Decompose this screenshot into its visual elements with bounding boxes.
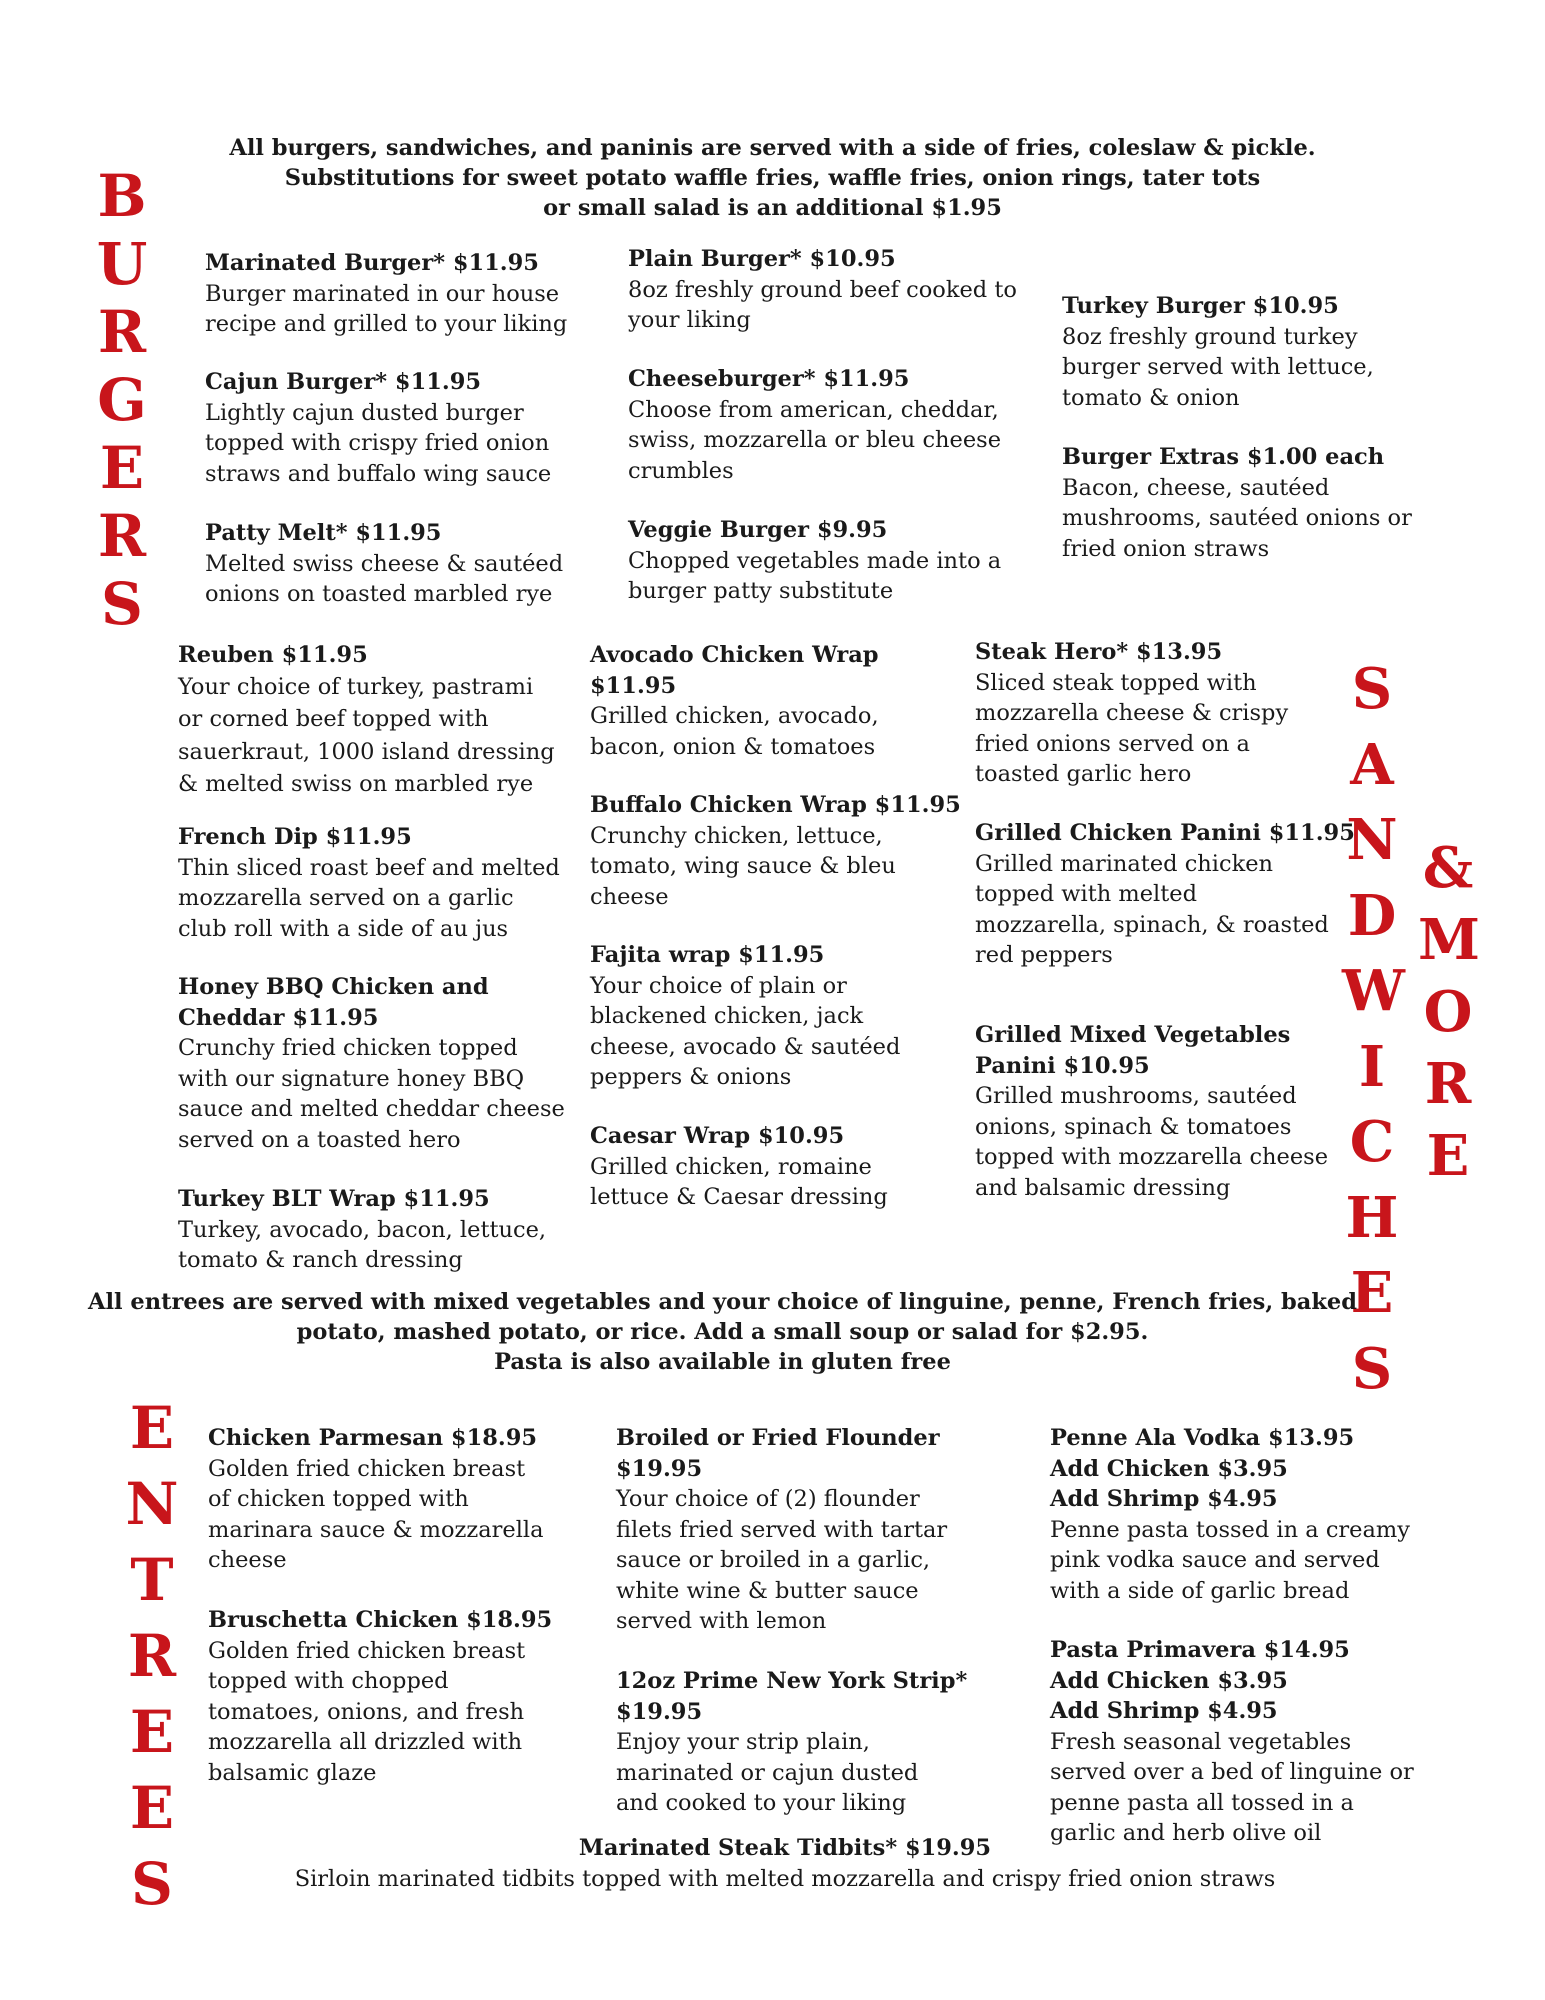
item-desc: & melted swiss on marbled rye (178, 771, 534, 797)
heading-letter: S (101, 570, 143, 638)
item-name: Plain Burger* $10.95 (628, 246, 896, 272)
item-name: Avocado Chicken Wrap (590, 642, 879, 668)
item-name: Broiled or Fried Flounder (616, 1425, 940, 1451)
item-desc: Bacon, cheese, sautéed (1062, 474, 1330, 501)
item-desc: marinara sauce & mozzarella (208, 1516, 544, 1543)
item-desc: cheese (590, 883, 669, 910)
item-name: Bruschetta Chicken $18.95 (208, 1607, 553, 1633)
item-desc: fried onions served on a (975, 730, 1250, 757)
item-name: Reuben $11.95 (178, 642, 368, 668)
item-name: Buffalo Chicken Wrap $11.95 (590, 792, 961, 818)
item-name: 12oz Prime New York Strip* (616, 1668, 968, 1694)
menu-item (205, 248, 567, 340)
item-desc: bacon, onion & tomatoes (590, 733, 876, 760)
item-desc: Melted swiss cheese & sautéed (205, 550, 564, 577)
item-desc: Turkey, avocado, bacon, lettuce, (178, 1216, 547, 1243)
item-desc: recipe and grilled to your liking (205, 311, 568, 337)
item-desc: mozzarella, spinach, & roasted (975, 911, 1329, 938)
note-line: or small salad is an additional $1.95 (543, 195, 1002, 221)
menu-item (975, 637, 1288, 790)
heading-letter: O (1423, 979, 1473, 1045)
item-desc: with a side of garlic bread (1050, 1577, 1350, 1604)
item-desc: straws and buffalo wing sauce (205, 460, 552, 487)
heading-letter: R (127, 1622, 177, 1690)
item-name: Cajun Burger* $11.95 (205, 369, 482, 395)
menu-item (628, 364, 1001, 486)
item-desc: club roll with a side of au jus (178, 915, 509, 942)
heading-letter: E (99, 434, 145, 502)
heading-letter: B (97, 162, 147, 230)
item-desc: pink vodka sauce and served (1050, 1547, 1380, 1573)
item-desc: or corned beef topped with (178, 706, 489, 732)
item-desc: topped with mozzarella cheese (975, 1144, 1329, 1170)
item-desc: penne pasta all tossed in a (1050, 1789, 1354, 1816)
burgers-note (0, 133, 1545, 223)
heading-letter: N (125, 1470, 179, 1538)
item-desc: topped with chopped (208, 1668, 449, 1694)
more-heading (1418, 832, 1478, 1192)
item-desc: Your choice of (2) flounder (616, 1486, 920, 1512)
item-desc: Thin sliced roast beef and melted (178, 854, 560, 881)
item-desc: Grilled marinated chicken (975, 850, 1274, 877)
item-name: Add Chicken $3.95 (1050, 1667, 1288, 1694)
item-desc: burger served with lettuce, (1062, 354, 1374, 380)
item-name: Pasta Primavera $14.95 (1050, 1637, 1350, 1663)
item-name: Penne Ala Vodka $13.95 (1050, 1425, 1355, 1451)
item-name: Caesar Wrap $10.95 (590, 1123, 845, 1149)
menu-item (628, 244, 1017, 336)
item-desc: your liking (628, 307, 751, 333)
item-name: $19.95 (616, 1455, 703, 1482)
heading-letter: U (96, 230, 148, 298)
heading-letter: E (1350, 1260, 1394, 1326)
item-desc: swiss, mozzarella or bleu cheese (628, 427, 1002, 453)
menu-item (178, 640, 555, 801)
menu-item (178, 822, 560, 944)
item-desc: Grilled mushrooms, sautéed (975, 1083, 1297, 1109)
item-desc: sauce or broiled in a garlic, (616, 1547, 931, 1573)
item-name: Marinated Steak Tidbits* $19.95 (578, 1835, 992, 1861)
item-name: Add Shrimp $4.95 (1050, 1698, 1278, 1724)
heading-letter: E (1426, 1123, 1470, 1189)
item-name: Cheddar $11.95 (178, 1004, 379, 1031)
menu-item (616, 1666, 967, 1819)
heading-letter: S (131, 1850, 173, 1918)
menu-item (178, 972, 565, 1155)
heading-letter: G (97, 366, 147, 434)
heading-letter: C (1349, 1109, 1395, 1175)
item-name: Honey BBQ Chicken and (178, 974, 489, 1000)
item-desc: sauce and melted cheddar cheese (178, 1096, 565, 1122)
heading-letter: N (1346, 807, 1398, 873)
heading-letter: E (129, 1698, 175, 1766)
item-name: Grilled Chicken Panini $11.95 (975, 820, 1355, 846)
menu-item (1050, 1635, 1414, 1849)
item-name: Steak Hero* $13.95 (975, 639, 1223, 665)
menu-item (0, 1833, 1545, 1894)
item-desc: filets fried served with tartar (616, 1516, 948, 1543)
menu-item (1062, 442, 1412, 564)
item-desc: Crunchy fried chicken topped (178, 1035, 518, 1061)
item-desc: Penne pasta tossed in a creamy (1050, 1516, 1410, 1543)
item-desc: toasted garlic hero (975, 761, 1192, 787)
item-desc: Grilled chicken, avocado, (590, 703, 879, 729)
menu-item (590, 940, 900, 1093)
heading-letter: & (1422, 835, 1474, 901)
item-name: French Dip $11.95 (178, 824, 412, 850)
item-desc: Your choice of plain or (590, 972, 847, 999)
item-desc: served with lemon (616, 1608, 827, 1634)
item-desc: white wine & butter sauce (616, 1577, 919, 1604)
note-line: All entrees are served with mixed vegetables and your choice of linguine, penne, French fries, baked (88, 1289, 1357, 1315)
menu-item (1050, 1423, 1410, 1606)
heading-letter: T (130, 1546, 174, 1614)
heading-letter: R (97, 502, 147, 570)
heading-letter: A (1350, 731, 1394, 798)
menu-item (208, 1423, 544, 1576)
item-desc: Crunchy chicken, lettuce, (590, 822, 883, 849)
heading-letter: D (1347, 882, 1397, 949)
item-desc: served on a toasted hero (178, 1126, 461, 1153)
heading-letter: R (1424, 1051, 1472, 1117)
item-desc: with our signature honey BBQ (178, 1065, 525, 1092)
item-name: Fajita wrap $11.95 (590, 942, 825, 968)
item-desc: onions, spinach & tomatoes (975, 1113, 1292, 1140)
menu-item (590, 640, 879, 762)
item-desc: Your choice of turkey, pastrami (178, 673, 534, 700)
item-desc: tomato & onion (1062, 384, 1240, 411)
heading-letter: M (1418, 907, 1480, 973)
item-desc: of chicken topped with (208, 1486, 469, 1512)
item-name: Grilled Mixed Vegetables (975, 1022, 1291, 1048)
menu-item (205, 367, 551, 489)
item-desc: tomato, wing sauce & bleu (590, 853, 896, 879)
menu-item (616, 1423, 947, 1637)
item-desc: cheese (208, 1547, 287, 1573)
item-desc: Enjoy your strip plain, (616, 1729, 870, 1755)
item-desc: 8oz freshly ground beef cooked to (628, 276, 1017, 303)
heading-letter: I (1358, 1033, 1386, 1100)
heading-letter: R (97, 298, 147, 366)
item-desc: topped with crispy fried onion (205, 430, 550, 456)
heading-letter: S (1351, 1335, 1393, 1402)
item-desc: crumbles (628, 457, 734, 484)
menu-item (178, 1184, 546, 1276)
menu-item (975, 1020, 1328, 1203)
menu-item (975, 818, 1355, 971)
note-line: potato, mashed potato, or rice. Add a small soup or salad for $2.95. (296, 1319, 1149, 1345)
item-desc: mushrooms, sautéed onions or (1062, 505, 1412, 531)
item-desc: served over a bed of linguine or (1050, 1759, 1414, 1785)
item-desc: 8oz freshly ground turkey (1062, 323, 1358, 350)
menu-item (590, 1121, 888, 1213)
item-name: Turkey Burger $10.95 (1062, 293, 1339, 319)
item-desc: mozzarella cheese & crispy (975, 700, 1289, 726)
item-desc: Sirloin marinated tidbits topped with melted mozzarella and crispy fried onion straws (294, 1865, 1276, 1892)
item-desc: peppers & onions (590, 1064, 792, 1090)
item-desc: fried onion straws (1062, 535, 1270, 562)
item-desc: Sliced steak topped with (975, 669, 1257, 696)
item-desc: mozzarella all drizzled with (208, 1729, 523, 1755)
item-desc: sauerkraut, 1000 island dressing (178, 738, 555, 765)
item-name: Burger Extras $1.00 each (1062, 444, 1385, 470)
item-desc: Golden fried chicken breast (208, 1455, 526, 1482)
item-desc: Golden fried chicken breast (208, 1637, 526, 1664)
item-desc: lettuce & Caesar dressing (590, 1184, 888, 1210)
note-line: All burgers, sandwiches, and paninis are served with a side of fries, coleslaw & pickle. (229, 135, 1316, 161)
item-desc: Grilled chicken, romaine (590, 1153, 872, 1180)
item-name: Turkey BLT Wrap $11.95 (178, 1186, 490, 1212)
item-desc: mozzarella served on a garlic (178, 885, 514, 911)
menu-item (590, 790, 961, 912)
item-name: Cheeseburger* $11.95 (628, 366, 910, 392)
heading-letter: E (129, 1774, 175, 1842)
item-name: Marinated Burger* $11.95 (205, 250, 539, 276)
item-desc: red peppers (975, 942, 1113, 968)
burgers-heading (90, 162, 154, 638)
item-name: Veggie Burger $9.95 (628, 517, 888, 543)
item-name: Chicken Parmesan $18.95 (208, 1425, 538, 1451)
item-desc: Choose from american, cheddar, (628, 396, 999, 423)
item-desc: onions on toasted marbled rye (205, 581, 553, 607)
note-line: Pasta is also available in gluten free (494, 1349, 951, 1375)
heading-letter: E (129, 1394, 175, 1462)
item-desc: blackened chicken, jack (590, 1003, 864, 1029)
heading-letter: H (1345, 1184, 1399, 1251)
menu-item (205, 518, 563, 610)
item-desc: cheese, avocado & sautéed (590, 1033, 901, 1060)
item-desc: tomatoes, onions, and fresh (208, 1698, 525, 1725)
item-desc: garlic and herb olive oil (1050, 1820, 1322, 1846)
item-desc: and cooked to your liking (616, 1790, 907, 1816)
menu-item (628, 515, 1001, 607)
item-desc: tomato & ranch dressing (178, 1247, 463, 1273)
menu-item (1062, 291, 1374, 413)
note-line: Substitutions for sweet potato waffle fries, waffle fries, onion rings, tater tots (284, 165, 1261, 191)
heading-letter: S (1351, 656, 1393, 722)
menu-item (208, 1605, 552, 1788)
item-name: Patty Melt* $11.95 (205, 520, 442, 546)
item-desc: topped with melted (975, 881, 1198, 907)
item-name: $11.95 (590, 672, 677, 699)
item-desc: balsamic glaze (208, 1759, 377, 1786)
item-name: Add Shrimp $4.95 (1050, 1486, 1278, 1512)
item-desc: Lightly cajun dusted burger (205, 399, 524, 426)
item-desc: Burger marinated in our house (205, 280, 560, 307)
item-desc: burger patty substitute (628, 578, 894, 604)
item-desc: Fresh seasonal vegetables (1050, 1728, 1352, 1755)
item-name: $19.95 (616, 1698, 703, 1725)
heading-letter: W (1342, 958, 1405, 1024)
item-name: Add Chicken $3.95 (1050, 1455, 1288, 1482)
item-desc: and balsamic dressing (975, 1174, 1231, 1201)
entrees-note (0, 1287, 1445, 1377)
item-name: Panini $10.95 (975, 1052, 1150, 1079)
item-desc: Chopped vegetables made into a (628, 547, 1002, 574)
item-desc: marinated or cajun dusted (616, 1759, 919, 1786)
